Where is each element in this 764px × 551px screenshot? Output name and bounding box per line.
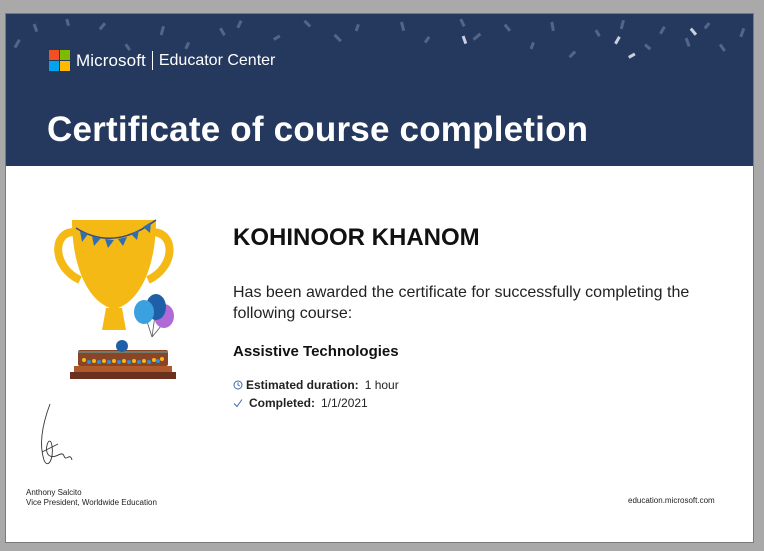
brand-name: Microsoft xyxy=(76,50,146,70)
clock-icon xyxy=(233,380,243,390)
awarded-text: Has been awarded the certificate for successfully completing the following course: xyxy=(233,284,690,322)
brand-product: Educator Center xyxy=(158,51,276,69)
duration-label: Estimated duration: xyxy=(246,378,359,392)
course-name: Assistive Technologies xyxy=(233,343,399,360)
logo-square-blue xyxy=(49,61,59,71)
signer-name: Anthony Salcito xyxy=(26,488,82,497)
duration-row xyxy=(233,378,399,392)
footer-url: education.microsoft.com xyxy=(628,496,715,505)
brand-divider xyxy=(152,51,153,70)
logo-square-green xyxy=(60,50,70,60)
recipient-name: KOHINOOR KHANOM xyxy=(233,224,480,251)
checkmark-icon xyxy=(233,398,243,408)
logo-square-yellow xyxy=(60,61,70,71)
logo-square-red xyxy=(49,50,59,60)
brand-lockup xyxy=(49,50,275,71)
completed-value: 1/1/2021 xyxy=(321,396,368,410)
completed-label: Completed: xyxy=(249,396,315,410)
certificate xyxy=(5,13,754,543)
duration-value: 1 hour xyxy=(364,378,399,392)
completed-row xyxy=(233,396,368,410)
header-banner xyxy=(6,14,753,166)
page-title: Certificate of course completion xyxy=(47,110,589,149)
signature-icon xyxy=(36,402,86,472)
trophy-icon xyxy=(52,212,182,380)
signer-block xyxy=(26,488,157,508)
microsoft-logo-icon xyxy=(49,50,70,71)
signer-role: Vice President, Worldwide Education xyxy=(26,498,157,507)
